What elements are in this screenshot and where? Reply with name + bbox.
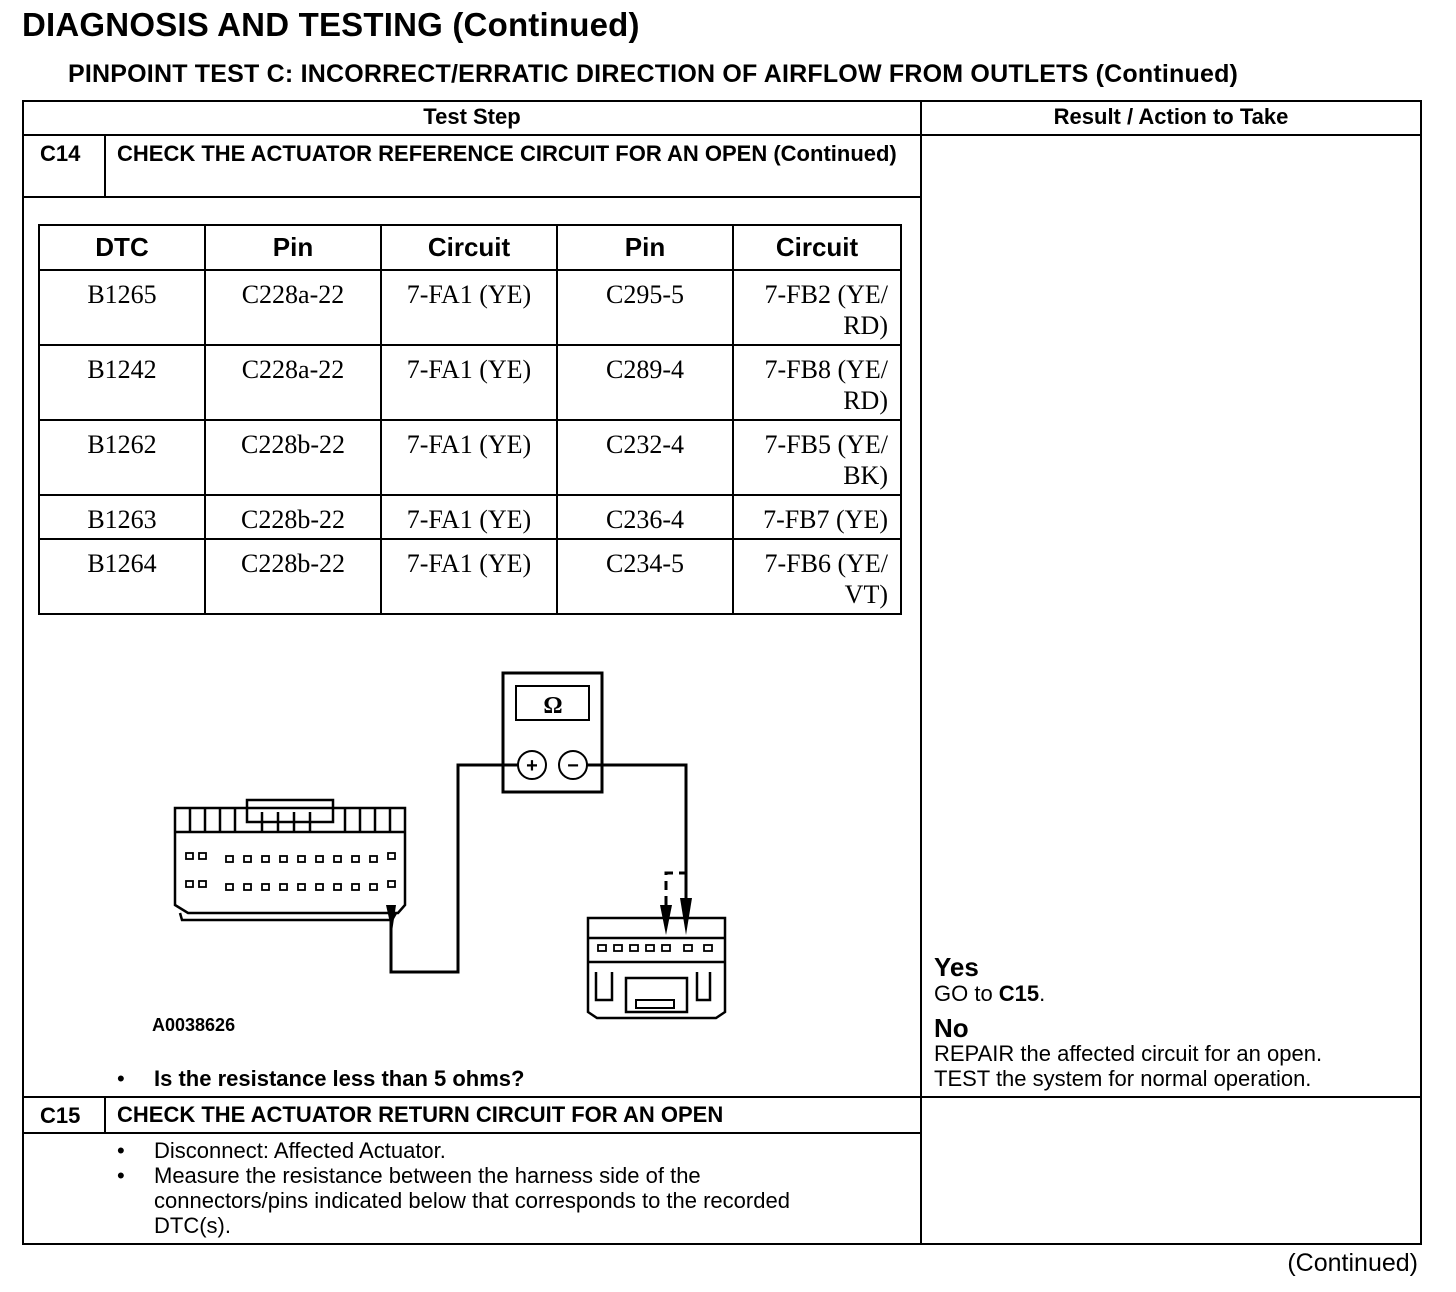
cell-dtc: B1265 xyxy=(39,270,205,345)
page-subtitle: PINPOINT TEST C: INCORRECT/ERRATIC DIRECTION OF AIRFLOW FROM OUTLETS (Continued) xyxy=(68,60,1239,88)
page-title: DIAGNOSIS AND TESTING (Continued) xyxy=(22,6,640,43)
cell-dtc: B1262 xyxy=(39,420,205,495)
step-title-c14: CHECK THE ACTUATOR REFERENCE CIRCUIT FOR AN OPEN (Continued) xyxy=(117,141,897,166)
column-header-result: Result / Action to Take xyxy=(1053,104,1289,129)
cell-dtc: B1264 xyxy=(39,539,205,614)
cell-pin: C228b-22 xyxy=(205,495,381,539)
yes-action-text: GO to xyxy=(934,981,999,1006)
result-yes-label: Yes xyxy=(934,952,979,982)
result-no-line-1: REPAIR the affected circuit for an open. xyxy=(934,1041,1323,1066)
cell-circuit: 7-FB6 (YE/ VT) xyxy=(733,539,901,614)
bullet-icon: • xyxy=(117,1163,125,1188)
bullet-icon: • xyxy=(117,1138,125,1163)
bullet-icon: • xyxy=(117,1066,125,1091)
harness-connector-pins xyxy=(186,853,395,890)
actuator-connector xyxy=(588,918,725,1018)
header-pin-2: Pin xyxy=(557,225,733,270)
header-circuit-1: Circuit xyxy=(381,225,557,270)
actuator-connector-pins xyxy=(598,945,712,951)
ohmmeter-body xyxy=(503,673,602,792)
step-id-c14: C14 xyxy=(40,141,81,166)
cell-pin: C228a-22 xyxy=(205,345,381,420)
step-title-c15: CHECK THE ACTUATOR RETURN CIRCUIT FOR AN OPEN xyxy=(117,1102,724,1127)
header-dtc: DTC xyxy=(39,225,205,270)
continued-note: (Continued) xyxy=(1287,1249,1418,1277)
cell-pin: C228b-22 xyxy=(205,539,381,614)
cell-circuit: 7-FB7 (YE) xyxy=(733,495,901,539)
cell-circuit: 7-FA1 (YE) xyxy=(381,270,557,345)
result-no-line-2: TEST the system for normal operation. xyxy=(934,1066,1312,1091)
cell-dtc: B1263 xyxy=(39,495,205,539)
header-circuit-2: Circuit xyxy=(733,225,901,270)
step-id-c15: C15 xyxy=(40,1103,81,1128)
column-header-test-step: Test Step xyxy=(423,104,521,129)
positive-lead xyxy=(391,765,518,972)
cell-dtc: B1242 xyxy=(39,345,205,420)
cell-pin: C232-4 xyxy=(557,420,733,495)
c15-bullet-2: Measure the resistance between the harness side of the connectors/pins indicated below that corresponds to the recorded DTC(s). xyxy=(154,1163,790,1238)
cell-circuit: 7-FB5 (YE/ BK) xyxy=(733,420,901,495)
probe-tips xyxy=(386,898,692,935)
cell-pin: C228b-22 xyxy=(205,420,381,495)
cell-pin: C228a-22 xyxy=(205,270,381,345)
ohm-symbol: Ω xyxy=(543,693,563,719)
cell-pin: C289-4 xyxy=(557,345,733,420)
cell-circuit: 7-FA1 (YE) xyxy=(381,420,557,495)
figure-id: A0038626 xyxy=(152,1015,236,1035)
cell-circuit: 7-FA1 (YE) xyxy=(381,539,557,614)
cell-pin: C236-4 xyxy=(557,495,733,539)
minus-symbol: − xyxy=(567,755,579,777)
yes-action-suffix: . xyxy=(1039,981,1046,1006)
cell-circuit: 7-FB8 (YE/ RD) xyxy=(733,345,901,420)
cell-circuit: 7-FA1 (YE) xyxy=(381,495,557,539)
cell-pin: C295-5 xyxy=(557,270,733,345)
plus-symbol: + xyxy=(526,755,538,777)
c15-bullet-1: Disconnect: Affected Actuator. xyxy=(154,1138,446,1163)
cell-circuit: 7-FB2 (YE/ RD) xyxy=(733,270,901,345)
result-no-label: No xyxy=(934,1013,969,1043)
c14-question: Is the resistance less than 5 ohms? xyxy=(154,1066,525,1091)
yes-action-target: C15 xyxy=(998,981,1040,1006)
header-pin-1: Pin xyxy=(205,225,381,270)
cell-circuit: 7-FA1 (YE) xyxy=(381,345,557,420)
result-yes-action xyxy=(934,981,1045,1006)
cell-pin: C234-5 xyxy=(557,539,733,614)
